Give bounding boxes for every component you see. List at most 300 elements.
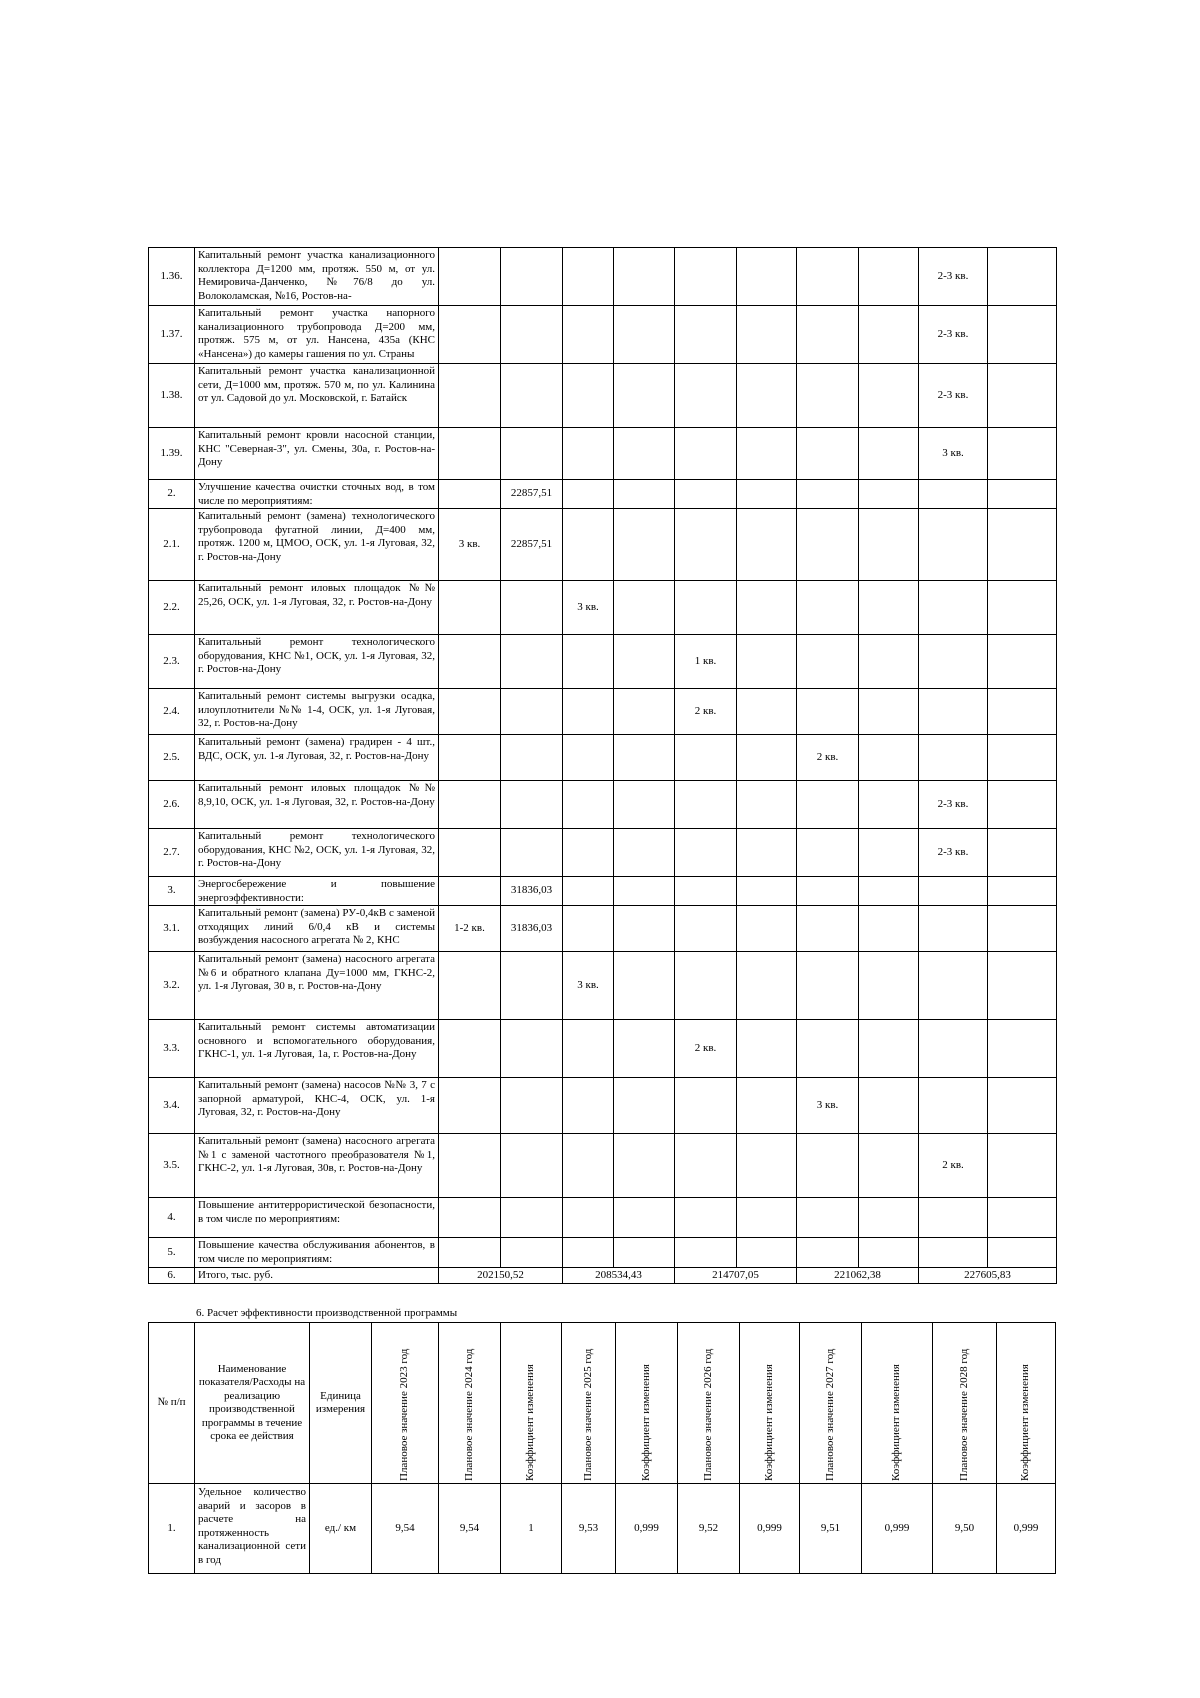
measure-cell (614, 581, 675, 635)
measure-cell (737, 689, 797, 735)
measure-cell (563, 1134, 614, 1198)
measure-cell (988, 364, 1057, 428)
measure-cell: 1 кв. (675, 635, 737, 689)
header-unit: Единица измерения (310, 1323, 372, 1484)
measure-cell (859, 635, 919, 689)
measure-cell (439, 1134, 501, 1198)
measure-cell (675, 480, 737, 509)
measure-cell (614, 248, 675, 306)
measure-cell (859, 428, 919, 480)
measure-cell (988, 581, 1057, 635)
measure-cell (797, 877, 859, 906)
measure-cell (737, 952, 797, 1020)
row-number: 2.4. (149, 689, 195, 735)
measure-cell (439, 1198, 501, 1238)
measure-cell (737, 1238, 797, 1268)
measure-cell (563, 306, 614, 364)
measure-cell (919, 689, 988, 735)
measure-row (149, 952, 1057, 1020)
measure-cell: 2-3 кв. (919, 364, 988, 428)
measure-cell (563, 364, 614, 428)
measure-cell: 2-3 кв. (919, 781, 988, 829)
row-number: 2. (149, 480, 195, 509)
measure-cell (439, 1238, 501, 1268)
measure-cell (501, 635, 563, 689)
measure-cell (859, 781, 919, 829)
measure-cell (501, 1078, 563, 1134)
measure-cell (859, 906, 919, 952)
measure-cell (563, 735, 614, 781)
measure-cell (501, 306, 563, 364)
measure-row (149, 1020, 1057, 1078)
measure-cell (737, 480, 797, 509)
measure-cell (797, 480, 859, 509)
row-number: 1.36. (149, 248, 195, 306)
header-col: Коэффициент изменения (501, 1323, 562, 1484)
measure-cell (563, 480, 614, 509)
measure-cell (563, 1020, 614, 1078)
measure-cell (859, 1238, 919, 1268)
measure-cell (614, 1238, 675, 1268)
measure-row (149, 581, 1057, 635)
measure-cell: 31836,03 (501, 906, 563, 952)
measure-cell (859, 829, 919, 877)
measure-cell (737, 829, 797, 877)
measure-cell (439, 1078, 501, 1134)
measure-cell (563, 877, 614, 906)
row-value: 9,54 (372, 1484, 439, 1574)
row-number: 4. (149, 1198, 195, 1238)
measure-cell (797, 689, 859, 735)
measure-cell (859, 1078, 919, 1134)
measure-cell (797, 248, 859, 306)
measure-row (149, 781, 1057, 829)
measure-name: Повышение антитеррористической безопасности, в том числе по мероприятиям: (195, 1198, 439, 1238)
measure-cell (675, 1078, 737, 1134)
measure-cell (675, 906, 737, 952)
measure-cell (737, 509, 797, 581)
measure-cell (501, 364, 563, 428)
measure-cell (737, 428, 797, 480)
measure-cell (797, 581, 859, 635)
header-col: Коэффициент изменения (740, 1323, 800, 1484)
section-caption: 6. Расчет эффективности производственной программы (196, 1307, 458, 1319)
row-number: 2.7. (149, 829, 195, 877)
measure-cell (563, 1238, 614, 1268)
measure-cell (737, 1134, 797, 1198)
header-num: № п/п (149, 1323, 195, 1484)
measure-cell (988, 1238, 1057, 1268)
row-number: 2.6. (149, 781, 195, 829)
measure-cell (614, 509, 675, 581)
row-value: 0,999 (740, 1484, 800, 1574)
total-2027: 227605,83 (919, 1268, 1057, 1284)
measure-cell (614, 428, 675, 480)
measure-cell (797, 906, 859, 952)
measure-cell (501, 829, 563, 877)
measure-cell (675, 428, 737, 480)
measure-cell (675, 364, 737, 428)
measure-cell (563, 248, 614, 306)
measure-cell (737, 1078, 797, 1134)
total-2023: 202150,52 (439, 1268, 563, 1284)
measure-row (149, 306, 1057, 364)
header-col: Плановое значение 2023 год (372, 1323, 439, 1484)
measure-cell (859, 689, 919, 735)
total-row (149, 1268, 1057, 1284)
row-value: 9,52 (678, 1484, 740, 1574)
measure-cell (797, 364, 859, 428)
measure-cell (614, 635, 675, 689)
measure-cell (737, 735, 797, 781)
measure-cell: 1-2 кв. (439, 906, 501, 952)
measure-cell (797, 635, 859, 689)
measure-name: Капитальный ремонт технологического оборудования, КНС №1, ОСК, ул. 1-я Луговая, 32, г. Ростов-на-Дону (195, 635, 439, 689)
measure-cell (737, 306, 797, 364)
header-col: Плановое значение 2027 год (800, 1323, 862, 1484)
header-col: Коэффициент изменения (616, 1323, 678, 1484)
measure-cell (797, 1134, 859, 1198)
measure-cell (563, 428, 614, 480)
measure-row (149, 428, 1057, 480)
measure-cell (614, 1134, 675, 1198)
measure-cell (737, 581, 797, 635)
total-2025: 214707,05 (675, 1268, 797, 1284)
measure-cell: 2 кв. (675, 1020, 737, 1078)
measure-name: Капитальный ремонт (замена) насосного агрегата №6 и обратного клапана Ду=1000 мм, ГКНС-2, ул. 1-я Луговая, 30 в, г. Ростов-на-Дону (195, 952, 439, 1020)
measure-cell (501, 1238, 563, 1268)
measure-cell (797, 781, 859, 829)
measure-cell (797, 952, 859, 1020)
measure-cell (614, 906, 675, 952)
row-number: 3.2. (149, 952, 195, 1020)
measure-cell (988, 1134, 1057, 1198)
measure-cell (859, 306, 919, 364)
total-2026: 221062,38 (797, 1268, 919, 1284)
measure-cell (988, 781, 1057, 829)
measure-cell (797, 428, 859, 480)
measure-name: Повышение качества обслуживания абонентов, в том числе по мероприятиям: (195, 1238, 439, 1268)
measure-cell (563, 689, 614, 735)
measure-cell (859, 509, 919, 581)
header-col: Плановое значение 2028 год (933, 1323, 997, 1484)
measure-cell (797, 1020, 859, 1078)
total-2024: 208534,43 (563, 1268, 675, 1284)
measure-row (149, 735, 1057, 781)
measure-cell (859, 1198, 919, 1238)
measure-cell (501, 689, 563, 735)
measure-row (149, 1238, 1057, 1268)
measure-cell (501, 1198, 563, 1238)
measure-cell (675, 735, 737, 781)
measure-cell (439, 829, 501, 877)
measure-name: Капитальный ремонт (замена) насосов №№ 3, 7 с запорной арматурой, КНС-4, ОСК, ул. 1-я Луговая, 32, г. Ростов-на-Дону (195, 1078, 439, 1134)
measure-cell (675, 248, 737, 306)
row-value: 9,50 (933, 1484, 997, 1574)
measure-cell (919, 1078, 988, 1134)
measure-cell (614, 364, 675, 428)
measure-cell: 3 кв. (439, 509, 501, 581)
measure-cell (675, 1238, 737, 1268)
measure-cell (563, 1078, 614, 1134)
row-value: 0,999 (862, 1484, 933, 1574)
measure-cell (614, 829, 675, 877)
measure-cell: 31836,03 (501, 877, 563, 906)
measure-cell (919, 509, 988, 581)
measure-name: Энергосбережение и повышение энергоэффективности: (195, 877, 439, 906)
row-value: 1 (501, 1484, 562, 1574)
measure-cell (501, 735, 563, 781)
measure-cell (614, 1020, 675, 1078)
measure-name: Капитальный ремонт (замена) градирен - 4 шт., ВДС, ОСК, ул. 1-я Луговая, 32, г. Ростов-на-Дону (195, 735, 439, 781)
measure-cell (919, 877, 988, 906)
measure-cell (988, 906, 1057, 952)
measure-cell (439, 781, 501, 829)
measure-name: Капитальный ремонт системы выгрузки осадка, илоуплотнители №№ 1-4, ОСК, ул. 1-я Луговая, 32, г. Ростов-на-Дону (195, 689, 439, 735)
measure-row (149, 480, 1057, 509)
measure-cell (988, 689, 1057, 735)
measure-cell (439, 428, 501, 480)
measure-cell (859, 1020, 919, 1078)
measure-cell (737, 1020, 797, 1078)
measure-name: Капитальный ремонт системы автоматизации основного и вспомогательного оборудования, ГКНС-1, ул. 1-я Луговая, 1а, г. Ростов-на-Дону (195, 1020, 439, 1078)
measure-cell: 3 кв. (919, 428, 988, 480)
measure-row (149, 1078, 1057, 1134)
measure-cell (439, 364, 501, 428)
measure-cell (501, 1134, 563, 1198)
measure-cell (919, 635, 988, 689)
measure-cell (675, 877, 737, 906)
measure-name: Капитальный ремонт технологического оборудования, КНС №2, ОСК, ул. 1-я Луговая, 32, г. Ростов-на-Дону (195, 829, 439, 877)
measure-cell (439, 635, 501, 689)
measure-cell (737, 906, 797, 952)
measure-cell (919, 1198, 988, 1238)
measure-cell (988, 1078, 1057, 1134)
measure-row (149, 906, 1057, 952)
row-number: 1.39. (149, 428, 195, 480)
measure-cell: 2 кв. (919, 1134, 988, 1198)
measure-name: Капитальный ремонт иловых площадок №№ 8,9,10, ОСК, ул. 1-я Луговая, 32, г. Ростов-на-Дону (195, 781, 439, 829)
measure-cell (859, 248, 919, 306)
measure-cell (988, 509, 1057, 581)
row-number: 2.5. (149, 735, 195, 781)
measure-cell (988, 952, 1057, 1020)
measure-cell (988, 1020, 1057, 1078)
row-number: 2.2. (149, 581, 195, 635)
measure-cell (797, 509, 859, 581)
measure-cell (501, 581, 563, 635)
measure-cell (675, 581, 737, 635)
measure-cell (859, 877, 919, 906)
measure-cell: 22857,51 (501, 509, 563, 581)
measure-row (149, 877, 1057, 906)
row-value: 0,999 (997, 1484, 1056, 1574)
measure-cell (737, 635, 797, 689)
measure-name: Капитальный ремонт участка канализационной сети, Д=1000 мм, протяж. 570 м, по ул. Калинина от ул. Садовой до ул. Московской, г. Батайск (195, 364, 439, 428)
measure-cell (501, 781, 563, 829)
measure-cell: 2-3 кв. (919, 306, 988, 364)
measure-cell (797, 829, 859, 877)
measure-cell (988, 1198, 1057, 1238)
measure-cell (439, 1020, 501, 1078)
measure-cell (501, 952, 563, 1020)
total-number: 6. (149, 1268, 195, 1284)
measure-cell (563, 829, 614, 877)
measure-cell (614, 306, 675, 364)
measure-cell (563, 635, 614, 689)
row-number: 2.1. (149, 509, 195, 581)
header-col: Коэффициент изменения (862, 1323, 933, 1484)
measure-cell (501, 428, 563, 480)
measure-cell (675, 306, 737, 364)
measure-cell (675, 952, 737, 1020)
measure-cell: 2-3 кв. (919, 829, 988, 877)
measure-cell: 3 кв. (563, 581, 614, 635)
measure-name: Капитальный ремонт кровли насосной станции, КНС "Северная-3", ул. Смены, 30а, г. Ростов-на-Дону (195, 428, 439, 480)
program-measures-table (148, 247, 1057, 1284)
measure-cell (439, 735, 501, 781)
measure-cell (563, 781, 614, 829)
measure-cell (439, 306, 501, 364)
measure-cell (614, 735, 675, 781)
measure-cell: 2 кв. (675, 689, 737, 735)
measure-cell (563, 509, 614, 581)
measure-cell (675, 781, 737, 829)
measure-cell (737, 364, 797, 428)
measure-cell (614, 952, 675, 1020)
header-col: Плановое значение 2025 год (562, 1323, 616, 1484)
measure-cell: 2 кв. (797, 735, 859, 781)
measure-cell (439, 581, 501, 635)
measure-cell (501, 1020, 563, 1078)
measure-cell (737, 877, 797, 906)
measure-name: Улучшение качества очистки сточных вод, в том числе по мероприятиям: (195, 480, 439, 509)
measure-cell (859, 364, 919, 428)
measure-cell (614, 877, 675, 906)
measure-cell (614, 781, 675, 829)
measure-cell (797, 1198, 859, 1238)
measure-cell (675, 1198, 737, 1238)
row-value: 0,999 (616, 1484, 678, 1574)
measure-cell (988, 877, 1057, 906)
header-col: Плановое значение 2024 год (439, 1323, 501, 1484)
measure-cell (439, 952, 501, 1020)
measure-cell (501, 248, 563, 306)
measure-cell (919, 906, 988, 952)
header-col: Плановое значение 2026 год (678, 1323, 740, 1484)
measure-cell: 3 кв. (797, 1078, 859, 1134)
total-label: Итого, тыс. руб. (195, 1268, 439, 1284)
measure-cell (919, 480, 988, 509)
measure-row (149, 248, 1057, 306)
efficiency-data-row (149, 1484, 1056, 1574)
row-number: 3.4. (149, 1078, 195, 1134)
efficiency-table (148, 1322, 1056, 1574)
measure-cell (737, 248, 797, 306)
measure-cell (988, 306, 1057, 364)
measure-cell (737, 781, 797, 829)
row-value: 9,53 (562, 1484, 616, 1574)
measure-cell (675, 1134, 737, 1198)
measure-cell (988, 428, 1057, 480)
measure-row (149, 509, 1057, 581)
measure-cell (919, 735, 988, 781)
row-number: 5. (149, 1238, 195, 1268)
measure-cell (614, 480, 675, 509)
measure-cell (614, 689, 675, 735)
measure-cell (675, 509, 737, 581)
measure-cell (439, 877, 501, 906)
measure-row (149, 1134, 1057, 1198)
row-value: 9,54 (439, 1484, 501, 1574)
measure-row (149, 364, 1057, 428)
header-col: Коэффициент изменения (997, 1323, 1056, 1484)
measure-name: Капитальный ремонт (замена) РУ-0,4кВ с заменой отходящих линий 6/0,4 кВ и системы возбуждения насосного агрегата № 2, КНС (195, 906, 439, 952)
measure-cell (614, 1078, 675, 1134)
row-number: 2.3. (149, 635, 195, 689)
measure-name: Капитальный ремонт участка канализационного коллектора Д=1200 мм, протяж. 550 м, от ул. Немировича-Данченко, №76/8 до ул. Волоколамская, №16, Ростов-на- (195, 248, 439, 306)
measure-name: Капитальный ремонт (замена) насосного агрегата №1 с заменой частотного преобразователя №1, ГКНС-2, ул. 1-я Луговая, 30в, г. Ростов-на-Дону (195, 1134, 439, 1198)
measure-row (149, 689, 1057, 735)
row-number: 1.38. (149, 364, 195, 428)
measure-cell (439, 480, 501, 509)
header-name: Наименование показателя/Расходы на реализацию производственной программы в течение срока ее действия (195, 1323, 310, 1484)
measure-cell (988, 480, 1057, 509)
measure-cell (563, 1198, 614, 1238)
measure-cell (859, 735, 919, 781)
measure-row (149, 829, 1057, 877)
measure-cell (859, 952, 919, 1020)
measure-cell: 3 кв. (563, 952, 614, 1020)
measure-cell (919, 952, 988, 1020)
measure-cell (737, 1198, 797, 1238)
measure-cell: 22857,51 (501, 480, 563, 509)
efficiency-header-row (149, 1323, 1056, 1484)
row-number: 3.3. (149, 1020, 195, 1078)
measure-cell (439, 248, 501, 306)
measure-row (149, 1198, 1057, 1238)
measure-cell (919, 581, 988, 635)
row-number: 3.5. (149, 1134, 195, 1198)
measure-cell (988, 248, 1057, 306)
row-unit: ед./ км (310, 1484, 372, 1574)
row-number: 3.1. (149, 906, 195, 952)
measure-row (149, 635, 1057, 689)
measure-cell (675, 829, 737, 877)
measure-cell (859, 480, 919, 509)
measure-cell (988, 829, 1057, 877)
measure-cell (439, 689, 501, 735)
measure-cell (859, 581, 919, 635)
row-num: 1. (149, 1484, 195, 1574)
measure-cell (919, 1020, 988, 1078)
measure-cell (563, 906, 614, 952)
measure-cell (919, 1238, 988, 1268)
measure-cell (797, 1238, 859, 1268)
measure-cell (614, 1198, 675, 1238)
row-number: 3. (149, 877, 195, 906)
measure-name: Капитальный ремонт участка напорного канализационного трубопровода Д=200 мм, протяж. 575 м, от ул. Нансена, 435а (КНС «Нансена») до камеры гашения по ул. Страны (195, 306, 439, 364)
measure-cell (797, 306, 859, 364)
measure-name: Капитальный ремонт иловых площадок №№ 25,26, ОСК, ул. 1-я Луговая, 32, г. Ростов-на-Дону (195, 581, 439, 635)
measure-cell (988, 635, 1057, 689)
row-number: 1.37. (149, 306, 195, 364)
measure-cell (859, 1134, 919, 1198)
measure-name: Капитальный ремонт (замена) технологического трубопровода фугатной линии, Д=400 мм, протяж. 1200 м, ЦМОО, ОСК, ул. 1-я Луговая, 32, г. Ростов-на-Дону (195, 509, 439, 581)
measure-cell: 2-3 кв. (919, 248, 988, 306)
row-name: Удельное количество аварий и засоров в расчете на протяженность канализационной сети в год (195, 1484, 310, 1574)
measure-cell (988, 735, 1057, 781)
